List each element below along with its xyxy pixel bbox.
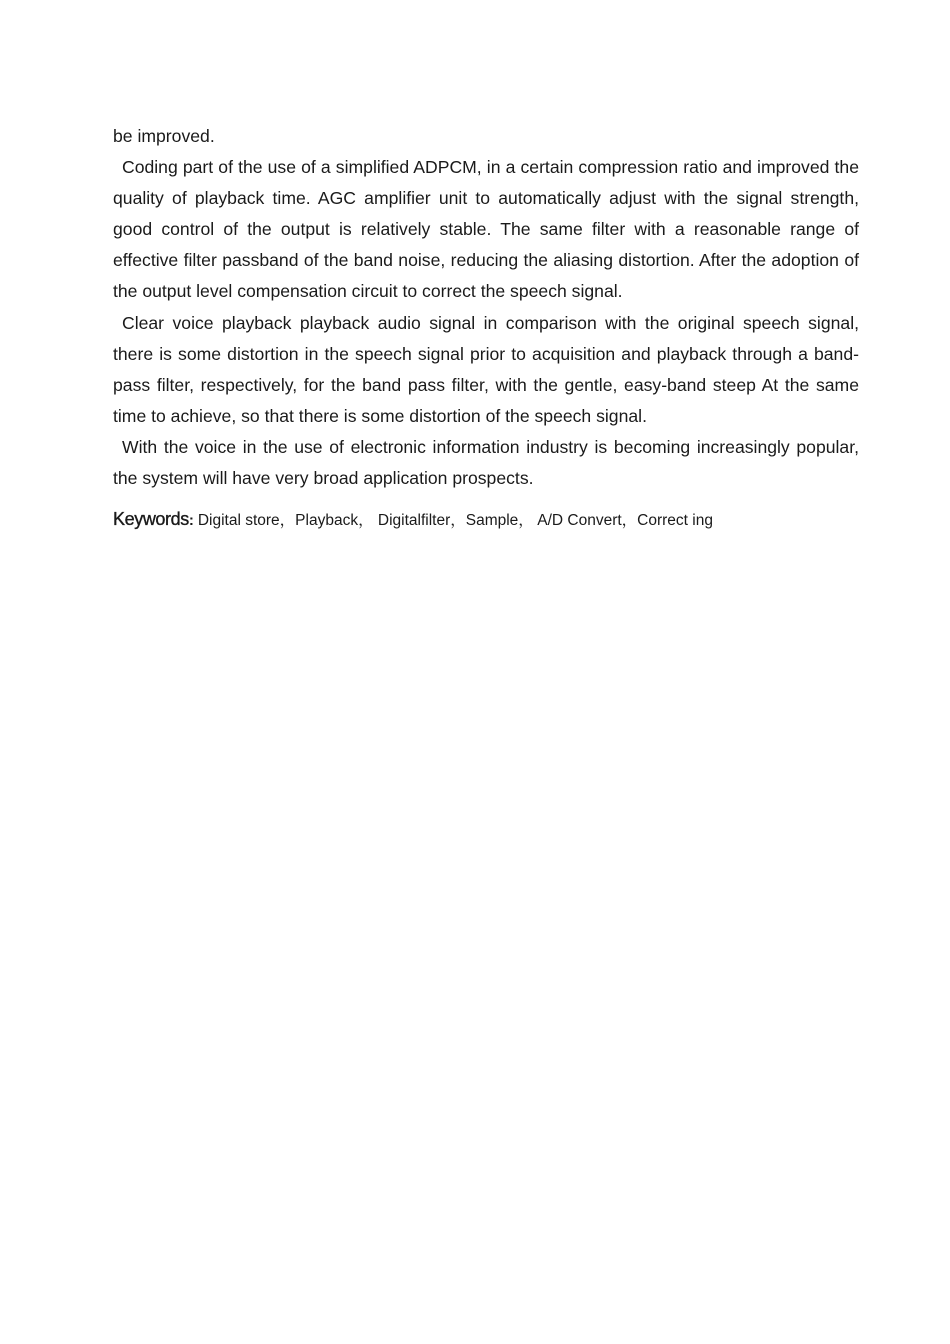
paragraph-playback: Clear voice playback playback audio signal in comparison with the original speech signal, there is some distortion in the speech signal prior to acquisition and playback through a band-pass filter, respectively, for the band pass filter, with the gentle, easy-band steep At the same time to achieve, so that there is some distortion of the speech signal. [113,312,859,426]
paragraph-continuation: be improved. [113,126,215,146]
paragraph-application: With the voice in the use of electronic information industry is becoming increasingly popular, the system will have very broad application prospects. [113,436,859,489]
keywords-list: Digital store，Playback， Digitalfilter，Sample， A/D Convert，Correct ing [197,512,713,530]
keywords-label: Keywords [113,509,189,530]
abstract-body [113,121,859,534]
keywords-colon: : [188,512,194,530]
paragraph-coding: Coding part of the use of a simplified ADPCM, in a certain compression ratio and improved the quality of playback time. AGC amplifier unit to automatically adjust with the signal strength, good control of the output is relatively stable. The same filter with a reasonable range of effective filter passband of the band noise, reducing the aliasing distortion. After the adoption of the output level compensation circuit to correct the speech signal. [113,157,859,302]
keywords-line [113,506,859,534]
